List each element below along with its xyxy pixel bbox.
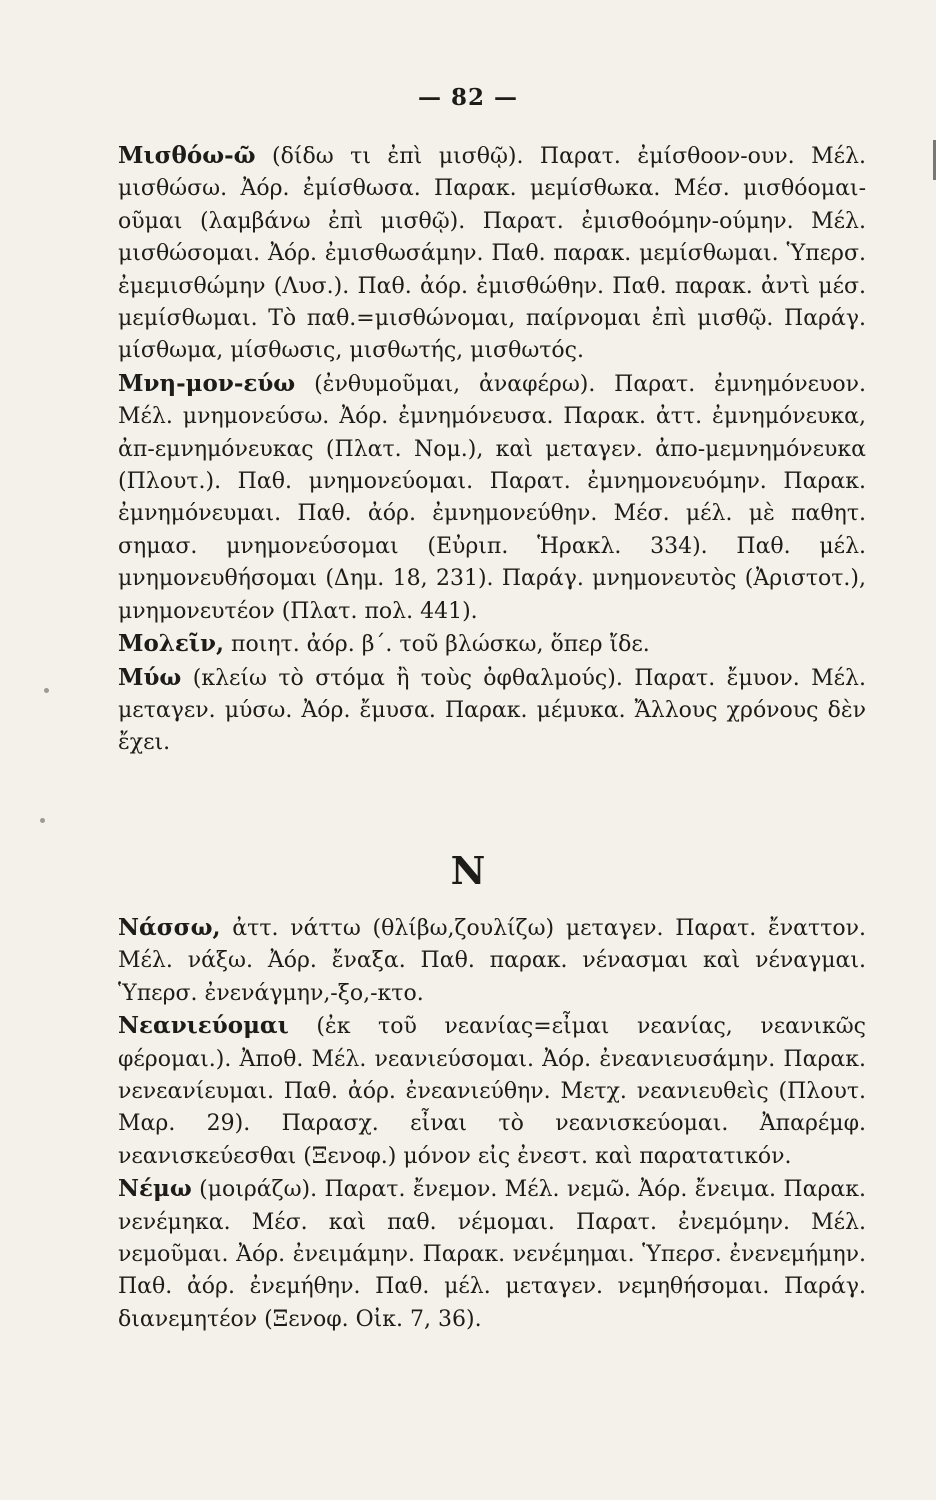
entry-headword: Μολεῖν, (118, 630, 225, 658)
paper-speck (40, 818, 45, 823)
dictionary-entry (118, 368, 866, 628)
entry-headword: Μύω (118, 663, 182, 691)
entry-body: ἀττ. νάττω (θλίβω,ζουλίζω) μεταγεν. Παρατ. ἔναττον. Μέλ. νάξω. Ἀόρ. ἔναξα. Παθ. παρακ. νένασμαι καὶ νέναγμαι. Ὑπερσ. ἐνενάγμην,-ξο,-κτο. (118, 916, 866, 1006)
dictionary-entry (118, 1173, 866, 1336)
entry-body: ποιητ. ἀόρ. β΄. τοῦ βλώσκω, ὅπερ ἴδε. (224, 632, 650, 658)
entry-body: (μοιράζω). Παρατ. ἔνεμον. Μέλ. νεμῶ. Ἀόρ. ἔνειμα. Παρακ. νενέμηκα. Μέσ. καὶ παθ. νέμομαι. Παρατ. ἐνεμόμην. Μέλ. νεμοῦμαι. Ἀόρ. ἐνειμάμην. Παρακ. νενέμημαι. Ὑπερσ. ἐνενεμήμην. Παθ. ἀόρ. ἐνεμήθην. Παθ. μέλ. μεταγεν. νεμηθήσομαι. Παράγ. διανεμητέον (Ξενοφ. Οἰκ. 7, 36). (118, 1177, 866, 1332)
text-block-bottom (118, 912, 866, 1336)
dictionary-entry (118, 912, 866, 1010)
dictionary-entry (118, 1010, 866, 1173)
entry-body: (ἐνθυμοῦμαι, ἀναφέρω). Παρατ. ἐμνημόνευον. Μέλ. μνημονεύσω. Ἀόρ. ἐμνημόνευσα. Παρακ. ἀττ. ἐμνημόνευκα, ἀπ-εμνημόνευκας (Πλατ. Νομ.), καὶ μεταγεν. ἀπο-μεμνημόνευκα (Πλουτ.). Παθ. μνημονεύομαι. Παρατ. ἐμνημονευόμην. Παρακ. ἐμνημόνευμαι. Παθ. ἀόρ. ἐμνημονεύθην. Μέσ. μέλ. μὲ παθητ. σημασ. μνημονεύσομαι (Εὐριπ. Ἡρακλ. 334). Παθ. μέλ. μνημονευθήσομαι (Δημ. 18, 231). Παράγ. μνημονευτὸς (Ἀριστοτ.), μνημονευτέον (Πλατ. πολ. 441). (118, 371, 866, 624)
paper-speck (44, 688, 49, 693)
entry-body: (κλείω τὸ στόμα ἢ τοὺς ὀφθαλμούς). Παρατ. ἔμυον. Μέλ. μεταγεν. μύσω. Ἀόρ. ἔμυσα. Παρακ. μέμυκα. Ἄλλους χρόνους δὲν ἔχει. (118, 665, 866, 756)
dictionary-entry (118, 140, 866, 368)
entry-headword: Νάσσω, (118, 914, 221, 941)
page-number: — 82 — (417, 84, 519, 111)
entry-body: (δίδω τι ἐπὶ μισθῷ). Παρατ. ἐμίσθοον-ουν. Μέλ. μισθώσω. Ἀόρ. ἐμίσθωσα. Παρακ. μεμίσθωκα. Μέσ. μισθόομαι-οῦμαι (λαμβάνω ἐπὶ μισθῷ). Παρατ. ἐμισθοόμην-ούμην. Μέλ. μισθώσομαι. Ἀόρ. ἐμισθωσάμην. Παθ. παρακ. μεμίσθωμαι. Ὑπερσ. ἐμεμισθώμην (Λυσ.). Παθ. ἀόρ. ἐμισθώθην. Παθ. παρακ. ἀντὶ μέσ. μεμίσθωμαι. Τὸ παθ.=μισθώνομαι, παίρνομαι ἐπὶ μισθῷ. Παράγ. μίσθωμα, μίσθωσις, μισθωτής, μισθωτός. (118, 144, 866, 364)
section-letter-heading: N (450, 848, 486, 893)
dictionary-entry (118, 628, 866, 661)
entry-headword: Νεανιεύομαι (118, 1012, 289, 1040)
entry-headword: Μνη-μον-εύω (118, 369, 296, 397)
dictionary-entry (118, 662, 866, 760)
entry-body: (ἐκ τοῦ νεανίας=εἶμαι νεανίας, νεανικῶς φέρομαι.). Ἀποθ. Μέλ. νεανιεύσομαι. Ἀόρ. ἐνεανιευσάμην. Παρακ. νενεανίευμαι. Παθ. ἀόρ. ἐνεανιεύθην. Μετχ. νεανιευθεὶς (Πλουτ. Μαρ. 29). Παρασχ. εἶναι τὸ νεανισκεύομαι. Ἀπαρέμφ. νεανισκεύεσθαι (Ξενοφ.) μόνον εἰς ἐνεστ. καὶ παρατατικόν. (118, 1014, 866, 1169)
entry-headword: Μισθόω-ῶ (118, 142, 256, 169)
text-block-top (118, 140, 866, 760)
entry-headword: Νέμω (118, 1175, 192, 1203)
